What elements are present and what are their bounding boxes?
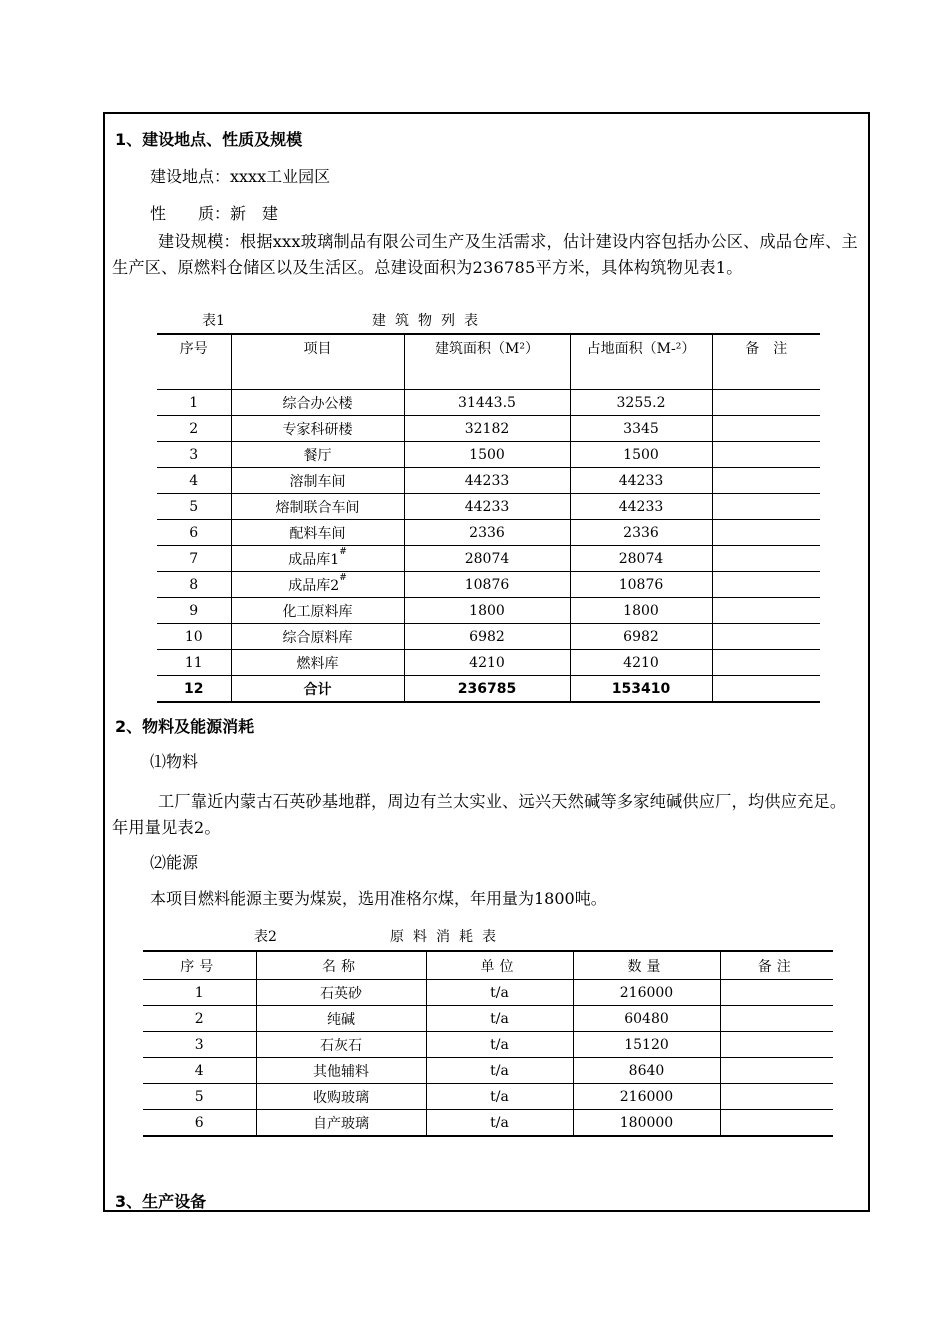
cell-item: 综合办公楼 [231,390,404,416]
cell-building-area: 1800 [404,598,570,624]
cell-remark [712,390,820,416]
table-total-row [157,676,820,703]
table-row [143,1006,833,1032]
cell-building-area: 28074 [404,546,570,572]
energy-subheading: ⑵能源 [150,853,199,872]
cell-building-area: 4210 [404,650,570,676]
cell-land-area: 153410 [570,676,712,703]
cell-item: 配料车间 [231,520,404,546]
cell-no: 10 [157,624,231,650]
table-row [143,1058,833,1084]
table-row [143,1110,833,1137]
cell-land-area: 1800 [570,598,712,624]
cell-qty: 60480 [573,1006,720,1032]
cell-item-sup: # [339,546,347,557]
cell-name: 自产玻璃 [256,1110,426,1137]
table-row [157,416,820,442]
energy-text: 本项目燃料能源主要为煤炭，选用准格尔煤，年用量为1800吨。 [150,889,607,908]
cell-qty: 216000 [573,980,720,1006]
cell-land-area: 10876 [570,572,712,598]
cell-remark [712,650,820,676]
cell-no: 3 [157,442,231,468]
cell-remark [720,1084,833,1110]
header-land-area: 占地面积（M-²） [570,334,712,390]
header-building-area: 建筑面积（M²） [404,334,570,390]
section1-heading: 1、建设地点、性质及规模 [115,130,303,149]
cell-no: 7 [157,546,231,572]
cell-building-area: 44233 [404,468,570,494]
cell-item: 燃料库 [231,650,404,676]
table-row [157,572,820,598]
cell-item [231,546,404,572]
cell-name: 其他辅料 [256,1058,426,1084]
cell-qty: 180000 [573,1110,720,1137]
cell-remark [712,676,820,703]
cell-no: 1 [143,980,256,1006]
header-no: 序号 [157,334,231,390]
cell-remark [712,468,820,494]
cell-no: 8 [157,572,231,598]
table-row [157,390,820,416]
cell-unit: t/a [426,1006,573,1032]
table-header-row [143,951,833,980]
cell-item-sup: # [339,572,347,583]
table-row [157,520,820,546]
cell-item: 餐厅 [231,442,404,468]
cell-land-area: 1500 [570,442,712,468]
cell-land-area: 2336 [570,520,712,546]
cell-name: 纯碱 [256,1006,426,1032]
cell-remark [720,1006,833,1032]
cell-remark [712,416,820,442]
cell-item [231,572,404,598]
cell-remark [712,442,820,468]
cell-name: 石英砂 [256,980,426,1006]
cell-item: 熔制联合车间 [231,494,404,520]
cell-land-area: 44233 [570,468,712,494]
section2-heading: 2、物料及能源消耗 [115,717,255,736]
cell-remark [720,980,833,1006]
cell-land-area: 44233 [570,494,712,520]
cell-no: 12 [157,676,231,703]
cell-no: 3 [143,1032,256,1058]
cell-item: 合计 [231,676,404,703]
cell-item: 化工原料库 [231,598,404,624]
table-row [157,442,820,468]
header-unit: 单位 [426,951,573,980]
header-item: 项目 [231,334,404,390]
cell-building-area: 31443.5 [404,390,570,416]
cell-building-area: 1500 [404,442,570,468]
cell-unit: t/a [426,1084,573,1110]
table2-label: 表2 [254,929,277,945]
cell-unit: t/a [426,980,573,1006]
nature-value: 新 建 [230,204,279,223]
cell-remark [712,494,820,520]
table-row [157,546,820,572]
header-no: 序号 [143,951,256,980]
cell-unit: t/a [426,1032,573,1058]
table-header-row [157,334,820,390]
cell-no: 5 [157,494,231,520]
table-row [157,650,820,676]
cell-qty: 8640 [573,1058,720,1084]
cell-name: 石灰石 [256,1032,426,1058]
construction-location: 建设地点：xxxx工业园区 [150,167,331,186]
cell-item: 溶制车间 [231,468,404,494]
cell-item-text: 成品库1 [288,551,340,568]
cell-remark [712,624,820,650]
cell-qty: 216000 [573,1084,720,1110]
table-row [157,468,820,494]
material-consumption-table [143,950,833,1137]
cell-remark [712,572,820,598]
cell-remark [720,1058,833,1084]
table-row [157,624,820,650]
cell-building-area: 236785 [404,676,570,703]
cell-name: 收购玻璃 [256,1084,426,1110]
building-table [157,333,820,703]
cell-no: 6 [157,520,231,546]
cell-item: 专家科研楼 [231,416,404,442]
table-row [143,1084,833,1110]
cell-land-area: 6982 [570,624,712,650]
cell-land-area: 4210 [570,650,712,676]
construction-nature [150,204,278,224]
cell-building-area: 6982 [404,624,570,650]
cell-no: 9 [157,598,231,624]
cell-building-area: 44233 [404,494,570,520]
header-remark: 备 注 [712,334,820,390]
cell-remark [712,520,820,546]
cell-no: 1 [157,390,231,416]
cell-building-area: 2336 [404,520,570,546]
construction-scale: 建设规模：根据xxx玻璃制品有限公司生产及生活需求，估计建设内容包括办公区、成品仓库、主生产区、原燃料仓储区以及生活区。总建设面积为236785平方米，具体构筑物见表1。 [112,232,858,277]
cell-unit: t/a [426,1110,573,1137]
cell-land-area: 3255.2 [570,390,712,416]
cell-no: 5 [143,1084,256,1110]
materials-text: 工厂靠近内蒙古石英砂基地群，周边有兰太实业、远兴天然碱等多家纯碱供应厂，均供应充足。年用量见表2。 [112,792,847,837]
cell-building-area: 32182 [404,416,570,442]
table-row [143,980,833,1006]
cell-remark [712,598,820,624]
table-row [157,598,820,624]
cell-land-area: 28074 [570,546,712,572]
cell-no: 6 [143,1110,256,1137]
header-name: 名称 [256,951,426,980]
materials-subheading: ⑴物料 [150,752,199,771]
header-remark: 备注 [720,951,833,980]
cell-no: 4 [143,1058,256,1084]
cell-item-text: 成品库2 [288,577,340,594]
table-row [143,1032,833,1058]
table1-title: 建筑物列表 [372,313,487,329]
cell-no: 2 [157,416,231,442]
table-row [157,494,820,520]
cell-building-area: 10876 [404,572,570,598]
cell-item: 综合原料库 [231,624,404,650]
cell-remark [720,1032,833,1058]
cell-no: 11 [157,650,231,676]
cell-no: 4 [157,468,231,494]
cell-qty: 15120 [573,1032,720,1058]
section3-heading: 3、生产设备 [115,1192,207,1211]
cell-remark [720,1110,833,1137]
cell-remark [712,546,820,572]
nature-label: 性 质： [150,204,231,223]
cell-unit: t/a [426,1058,573,1084]
cell-no: 2 [143,1006,256,1032]
cell-land-area: 3345 [570,416,712,442]
table1-label: 表1 [202,313,225,329]
header-qty: 数量 [573,951,720,980]
table2-title: 原料消耗表 [390,929,505,945]
